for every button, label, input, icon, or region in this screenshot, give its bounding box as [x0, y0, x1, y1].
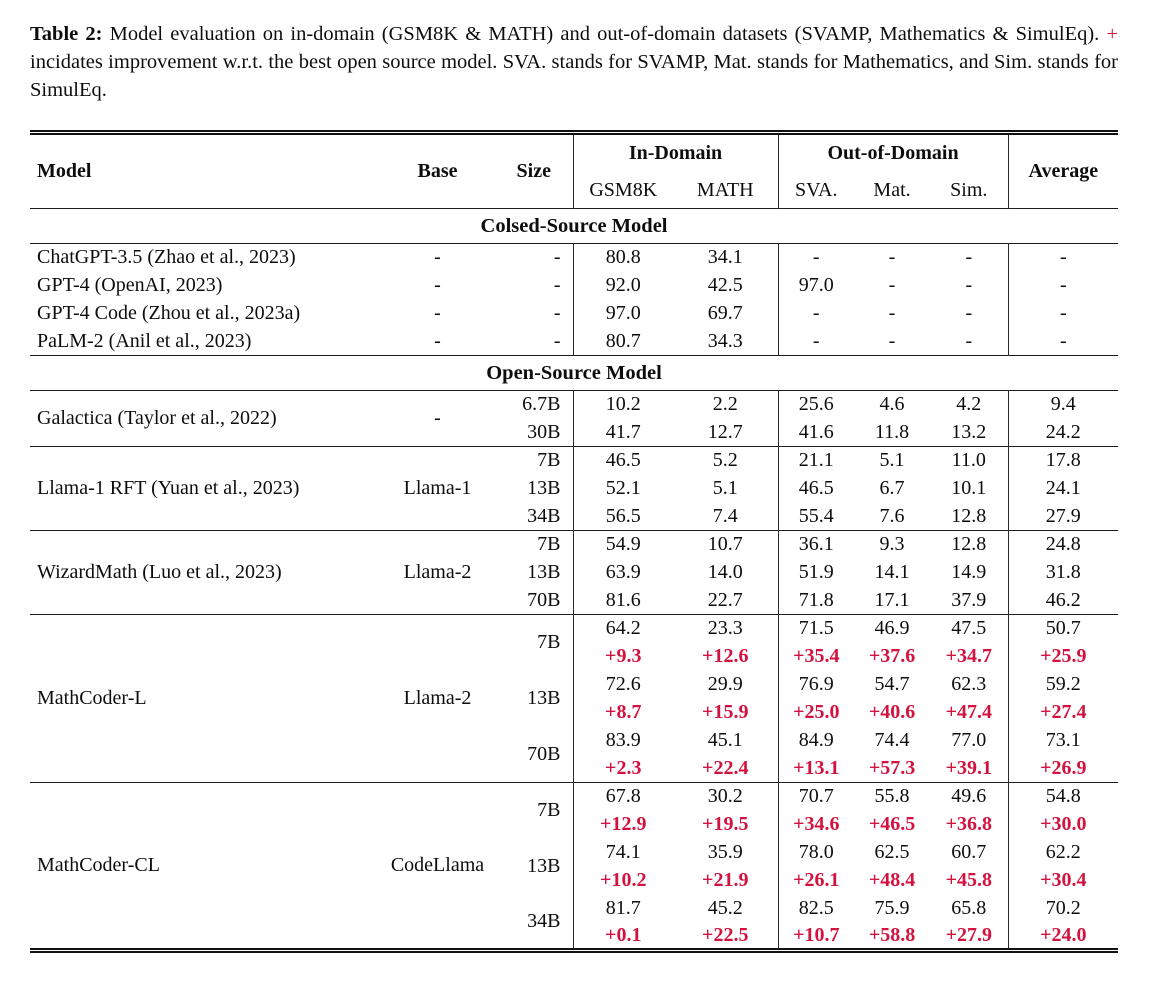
value-cell: 81.6 [605, 588, 641, 611]
value-cell: 45.1 [673, 727, 778, 755]
value-cell: 75.9 [874, 897, 910, 919]
value-cell: 7.6 [879, 504, 905, 527]
value-cell: 62.3 [930, 671, 1008, 699]
table-row [30, 272, 1118, 300]
section-row [30, 209, 1118, 244]
table-row [30, 783, 1118, 811]
column-header-sva: SVA. [795, 178, 838, 201]
header-row-groups [30, 133, 1118, 173]
model-cell: ChatGPT-3.5 (Zhao et al., 2023) [37, 246, 296, 269]
value-cell: 97.0 [798, 274, 834, 296]
size-cell: 13B [495, 559, 573, 587]
base-cell: - [434, 329, 441, 352]
value-cell: - [888, 246, 896, 269]
size-cell: - [495, 300, 573, 328]
model-cell: Galactica (Taylor et al., 2022) [37, 407, 277, 429]
delta-cell: +27.9 [930, 923, 1008, 951]
value-cell: 41.6 [798, 420, 834, 443]
delta-cell: +40.6 [868, 701, 916, 723]
table-row [30, 244, 1118, 272]
model-cell: MathCoder-CL [37, 854, 160, 876]
size-cell: 7B [495, 615, 573, 671]
base-cell: - [434, 407, 441, 429]
value-cell: 54.9 [605, 533, 641, 556]
value-cell: - [888, 274, 896, 296]
delta-cell: +39.1 [930, 755, 1008, 783]
delta-cell: +10.7 [793, 923, 840, 946]
delta-cell: +2.3 [605, 756, 642, 779]
value-cell: - [888, 329, 896, 352]
value-cell: 71.8 [798, 588, 834, 611]
delta-cell: +35.4 [793, 645, 840, 667]
value-cell: - [930, 272, 1008, 300]
value-cell: 5.1 [879, 449, 905, 472]
value-cell: 4.2 [930, 391, 1008, 419]
size-cell: - [495, 272, 573, 300]
value-cell: 11.8 [874, 420, 910, 443]
value-cell: 25.6 [798, 393, 834, 416]
value-cell: 46.2 [1045, 588, 1081, 611]
value-cell: 2.2 [673, 391, 778, 419]
value-cell: 50.7 [1045, 617, 1081, 640]
delta-cell: +0.1 [605, 923, 642, 946]
value-cell: 78.0 [798, 841, 834, 863]
value-cell: 9.3 [879, 533, 905, 556]
value-cell: 12.8 [930, 503, 1008, 531]
value-cell: 11.0 [930, 447, 1008, 475]
caption-plus-mark: + [1106, 23, 1118, 45]
column-header-sim: Sim. [930, 173, 1008, 209]
model-cell: WizardMath (Luo et al., 2023) [37, 561, 282, 583]
delta-cell: +34.7 [930, 643, 1008, 671]
value-cell: 72.6 [605, 673, 641, 695]
value-cell: - [930, 328, 1008, 356]
base-cell: Llama-2 [403, 687, 472, 709]
delta-cell: +27.4 [1040, 701, 1087, 723]
table-row [30, 391, 1118, 419]
size-cell: 34B [495, 895, 573, 951]
caption-text-after-plus: incidates improvement w.r.t. the best open source model. SVA. stands for SVAMP, Mat. stands for Mathematics, and Sim. stands for SimulEq. [30, 51, 1118, 101]
delta-cell: +12.9 [600, 813, 647, 835]
table-row [30, 615, 1118, 643]
value-cell: 27.9 [1045, 504, 1081, 527]
value-cell: 13.2 [930, 419, 1008, 447]
size-cell: 70B [495, 727, 573, 783]
value-cell: 74.4 [874, 729, 910, 751]
table-row [30, 300, 1118, 328]
value-cell: 10.2 [605, 393, 641, 416]
value-cell: 67.8 [605, 785, 641, 808]
size-cell: 34B [495, 503, 573, 531]
value-cell: 24.2 [1045, 420, 1081, 443]
delta-cell: +10.2 [600, 869, 647, 891]
base-cell: CodeLlama [390, 854, 485, 876]
value-cell: 80.8 [605, 246, 641, 269]
value-cell: 76.9 [798, 673, 834, 695]
value-cell: 14.9 [930, 559, 1008, 587]
value-cell: - [930, 244, 1008, 272]
value-cell: 34.1 [673, 244, 778, 272]
value-cell: - [930, 300, 1008, 328]
column-group-out-of-domain: Out-of-Domain [778, 133, 1008, 173]
column-header-average: Average [1028, 160, 1099, 182]
value-cell: 62.5 [874, 841, 910, 863]
table-row [30, 447, 1118, 475]
value-cell: 59.2 [1045, 673, 1081, 695]
value-cell: - [812, 329, 820, 352]
caption-text-before-plus: Model evaluation on in-domain (GSM8K & MATH) and out-of-domain datasets (SVAMP, Mathematics & SimulEq). [102, 23, 1107, 45]
delta-cell: +22.4 [673, 755, 778, 783]
value-cell: 42.5 [673, 272, 778, 300]
size-cell: 13B [495, 839, 573, 895]
size-cell: 30B [495, 419, 573, 447]
value-cell: - [1059, 329, 1067, 352]
column-header-mat: Mat. [873, 178, 911, 201]
model-cell: GPT-4 Code (Zhou et al., 2023a) [37, 302, 301, 324]
value-cell: 56.5 [605, 504, 641, 527]
value-cell: 37.9 [930, 587, 1008, 615]
column-header-math: MATH [673, 173, 778, 209]
delta-cell: +12.6 [673, 643, 778, 671]
base-cell: - [434, 302, 441, 324]
value-cell: 54.7 [874, 673, 910, 695]
size-cell: 7B [495, 531, 573, 559]
delta-cell: +45.8 [930, 867, 1008, 895]
column-group-in-domain: In-Domain [573, 133, 778, 173]
base-cell: - [434, 274, 441, 296]
value-cell: 17.8 [1045, 449, 1081, 472]
value-cell: 10.1 [930, 475, 1008, 503]
delta-cell: +26.1 [793, 869, 840, 891]
delta-cell: +58.8 [868, 923, 916, 946]
value-cell: 12.8 [930, 531, 1008, 559]
delta-cell: +36.8 [930, 811, 1008, 839]
value-cell: 9.4 [1050, 393, 1076, 416]
size-cell: 70B [495, 587, 573, 615]
value-cell: 5.1 [673, 475, 778, 503]
value-cell: 55.8 [874, 785, 910, 808]
value-cell: - [1059, 246, 1067, 269]
delta-cell: +47.4 [930, 699, 1008, 727]
value-cell: 52.1 [605, 477, 641, 499]
value-cell: 46.5 [605, 449, 641, 472]
base-cell: Llama-1 [403, 477, 472, 499]
value-cell: 65.8 [930, 895, 1008, 923]
base-cell: Llama-2 [403, 561, 472, 583]
value-cell: 45.2 [673, 895, 778, 923]
value-cell: 23.3 [673, 615, 778, 643]
value-cell: 21.1 [798, 449, 834, 472]
delta-cell: +46.5 [868, 813, 916, 835]
model-cell: PaLM-2 (Anil et al., 2023) [37, 329, 252, 352]
delta-cell: +22.5 [673, 923, 778, 951]
value-cell: 17.1 [874, 588, 910, 611]
model-cell: MathCoder-L [37, 687, 147, 709]
value-cell: 49.6 [930, 783, 1008, 811]
delta-cell: +25.0 [793, 701, 840, 723]
value-cell: 10.7 [673, 531, 778, 559]
value-cell: 14.1 [874, 561, 910, 583]
size-cell: 7B [495, 447, 573, 475]
value-cell: 97.0 [605, 302, 641, 324]
size-cell: 13B [495, 475, 573, 503]
value-cell: 5.2 [673, 447, 778, 475]
size-cell: - [495, 244, 573, 272]
evaluation-table [30, 130, 1118, 953]
delta-cell: +24.0 [1040, 923, 1087, 946]
value-cell: - [1059, 302, 1067, 324]
value-cell: 69.7 [673, 300, 778, 328]
value-cell: 46.5 [798, 477, 834, 499]
delta-cell: +21.9 [673, 867, 778, 895]
column-header-size: Size [495, 133, 573, 209]
section-row [30, 356, 1118, 391]
value-cell: 14.0 [673, 559, 778, 587]
delta-cell: +30.4 [1040, 869, 1087, 891]
caption-label: Table 2: [30, 23, 103, 45]
value-cell: 63.9 [605, 561, 641, 583]
table-caption [30, 20, 1118, 104]
model-cell: Llama-1 RFT (Yuan et al., 2023) [37, 477, 300, 499]
value-cell: 82.5 [798, 897, 834, 919]
size-cell: 6.7B [495, 391, 573, 419]
column-header-base: Base [417, 160, 458, 182]
delta-cell: +34.6 [793, 813, 840, 835]
section-title: Open-Source Model [486, 361, 662, 384]
delta-cell: +8.7 [605, 701, 642, 723]
value-cell: 80.7 [605, 329, 641, 352]
delta-cell: +13.1 [793, 756, 840, 779]
column-header-gsm8k: GSM8K [589, 178, 658, 201]
value-cell: 35.9 [673, 839, 778, 867]
value-cell: - [888, 302, 896, 324]
value-cell: 60.7 [930, 839, 1008, 867]
value-cell: 84.9 [798, 729, 834, 751]
value-cell: 55.4 [798, 504, 834, 527]
section-title: Colsed-Source Model [480, 214, 668, 237]
size-cell: - [495, 328, 573, 356]
value-cell: 12.7 [673, 419, 778, 447]
value-cell: 62.2 [1045, 841, 1081, 863]
value-cell: - [812, 246, 820, 269]
delta-cell: +15.9 [673, 699, 778, 727]
table-row [30, 531, 1118, 559]
delta-cell: +19.5 [673, 811, 778, 839]
value-cell: 24.8 [1045, 533, 1081, 556]
delta-cell: +37.6 [868, 645, 916, 667]
value-cell: 34.3 [673, 328, 778, 356]
value-cell: 64.2 [605, 617, 641, 640]
value-cell: 47.5 [930, 615, 1008, 643]
size-cell: 7B [495, 783, 573, 839]
value-cell: 54.8 [1045, 785, 1081, 808]
value-cell: 77.0 [930, 727, 1008, 755]
table-row [30, 328, 1118, 356]
delta-cell: +9.3 [605, 645, 642, 667]
value-cell: 83.9 [605, 729, 641, 751]
value-cell: 4.6 [879, 393, 905, 416]
value-cell: 81.7 [605, 897, 641, 919]
model-cell: GPT-4 (OpenAI, 2023) [37, 274, 223, 296]
value-cell: 92.0 [605, 274, 641, 296]
value-cell: 41.7 [605, 420, 641, 443]
base-cell: - [434, 246, 441, 269]
value-cell: 73.1 [1045, 729, 1081, 751]
delta-cell: +25.9 [1040, 645, 1087, 667]
delta-cell: +30.0 [1040, 813, 1087, 835]
value-cell: 22.7 [673, 587, 778, 615]
value-cell: 7.4 [673, 503, 778, 531]
value-cell: 30.2 [673, 783, 778, 811]
value-cell: 24.1 [1045, 477, 1081, 499]
value-cell: 36.1 [798, 533, 834, 556]
table-body [30, 209, 1118, 951]
size-cell: 13B [495, 671, 573, 727]
column-header-model: Model [37, 160, 92, 182]
delta-cell: +26.9 [1040, 756, 1087, 779]
value-cell: 51.9 [798, 561, 834, 583]
value-cell: 70.7 [798, 785, 834, 808]
value-cell: - [1059, 274, 1067, 296]
value-cell: 29.9 [673, 671, 778, 699]
value-cell: 6.7 [879, 477, 905, 499]
value-cell: 70.2 [1045, 897, 1081, 919]
delta-cell: +48.4 [868, 869, 916, 891]
value-cell: 46.9 [874, 617, 910, 640]
value-cell: 74.1 [605, 841, 641, 863]
value-cell: - [812, 302, 820, 324]
value-cell: 71.5 [798, 617, 834, 640]
delta-cell: +57.3 [868, 756, 916, 779]
value-cell: 31.8 [1045, 561, 1081, 583]
